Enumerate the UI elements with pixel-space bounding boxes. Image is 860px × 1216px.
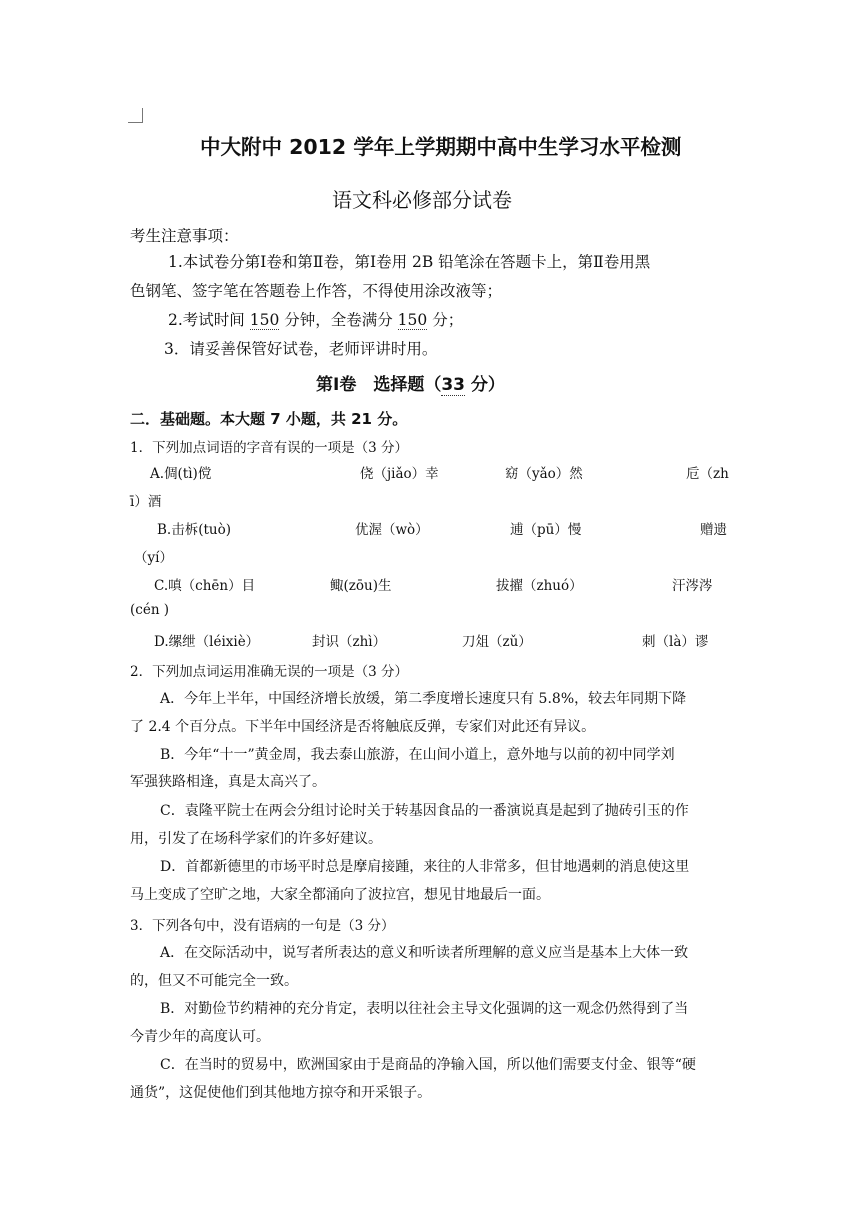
- q2-option-c-line-2: 用，引发了在场科学家们的许多好建议。: [130, 831, 382, 847]
- notice-item-2: [168, 308, 463, 330]
- q1-option-b-continued: （yí）: [134, 550, 173, 566]
- q3-option-b-line-1: B．对勤俭节约精神的充分肯定，表明以往社会主导文化强调的这一观念仍然得到了当: [160, 1001, 689, 1017]
- q3-option-b-line-2: 今青少年的高度认可。: [130, 1029, 270, 1045]
- q1-option-c-item-3: 拔擢（zhuó）: [496, 578, 583, 594]
- part-2-heading: 二．基础题。本大题 7 小题，共 21 分。: [130, 410, 408, 428]
- q2-option-d-line-2: 马上变成了空旷之地，大家全都涌向了波拉宫，想见甘地最后一面。: [130, 887, 550, 903]
- q2-option-b-line-2: 军强狭路相逢，真是太高兴了。: [130, 774, 326, 790]
- notice-item-2-middle: 分钟，全卷满分: [279, 311, 398, 329]
- q2-option-d-line-1: D．首都新德里的市场平时总是摩肩接踵，来往的人非常多，但甘地遇刺的消息使这里: [160, 859, 690, 875]
- q1-stem: 1．下列加点词语的字音有误的一项是（3 分）: [130, 440, 408, 456]
- q1-option-b-item-2: 优渥（wò）: [355, 522, 429, 538]
- section-1-score: 33: [441, 375, 465, 395]
- notice-item-1-line-2: 色钢笔、签字笔在答题卷上作答，不得使用涂改液等；: [130, 282, 503, 300]
- q2-stem: 2．下列加点词运用准确无误的一项是（3 分）: [130, 664, 408, 680]
- page-corner-mark: [128, 108, 143, 123]
- q1-option-d-item-4: 刺（là）谬: [642, 634, 709, 650]
- q3-option-a-line-1: A．在交际活动中，说写者所表达的意义和听读者所理解的意义应当是基本上大体一致: [160, 945, 689, 961]
- notice-item-1-line-1: 1.本试卷分第Ⅰ卷和第Ⅱ卷，第Ⅰ卷用 2B 铅笔涂在答题卡上，第Ⅱ卷用黑: [168, 253, 651, 271]
- section-1-prefix: 第Ⅰ卷 选择题（: [316, 375, 442, 395]
- q2-option-b-line-1: B．今年“十一”黄金周，我去泰山旅游，在山间小道上，意外地与以前的初中同学刘: [160, 747, 675, 763]
- q2-option-c-line-1: C．袁隆平院士在两会分组讨论时关于转基因食品的一番演说真是起到了抛砖引玉的作: [160, 803, 689, 819]
- exam-subtitle: 语文科必修部分试卷: [332, 188, 512, 212]
- q1-option-d-item-2: 封识（zhì）: [312, 634, 387, 650]
- q1-option-c-continued: (cén ): [130, 602, 170, 618]
- q1-option-b-item-3: 逋（pū）慢: [510, 522, 582, 538]
- q2-option-a-line-1: A．今年上半年，中国经济增长放缓，第二季度增长速度只有 5.8%，较去年同期下降: [160, 691, 687, 707]
- notice-item-2-prefix: 2.考试时间: [168, 311, 250, 329]
- q3-option-a-line-2: 的，但又不可能完全一致。: [130, 973, 298, 989]
- exam-duration-value: 150: [249, 311, 280, 329]
- q1-option-d-item-1: D.缧绁（léixiè）: [154, 634, 260, 650]
- q1-option-b-item-4: 赠遗: [700, 522, 727, 538]
- full-score-value: 150: [397, 311, 428, 329]
- q1-option-a-item-2: 侥（jiǎo）幸: [360, 466, 439, 482]
- notice-item-3: 3．请妥善保管好试卷，老师评讲时用。: [164, 340, 438, 358]
- q1-option-d-item-3: 刀俎（zǔ）: [462, 634, 532, 650]
- section-1-suffix: 分）: [465, 375, 505, 395]
- q1-option-c-item-1: C.嗔（chēn）目: [154, 578, 256, 594]
- q1-option-a-item-1: A.倜(tì)傥: [150, 466, 212, 482]
- q1-option-c-item-2: 鲰(zōu)生: [330, 578, 392, 594]
- exam-title: 中大附中 2012 学年上学期期中高中生学习水平检测: [200, 135, 682, 159]
- q3-stem: 3．下列各句中，没有语病的一句是（3 分）: [130, 918, 395, 934]
- q1-option-a-item-3: 窈（yǎo）然: [505, 466, 583, 482]
- q1-option-a-item-4: 卮（zh: [686, 466, 729, 482]
- q1-option-a-continued: ī）酒: [130, 494, 162, 510]
- notice-item-2-suffix: 分；: [427, 311, 464, 329]
- q2-option-a-line-2: 了 2.4 个百分点。下半年中国经济是否将触底反弹，专家们对此还有异议。: [130, 719, 596, 735]
- notice-heading: 考生注意事项：: [130, 227, 239, 245]
- q3-option-c-line-1: C．在当时的贸易中，欧洲国家由于是商品的净输入国，所以他们需要支付金、银等“硬: [160, 1057, 696, 1073]
- q3-option-c-line-2: 通货”，这促使他们到其他地方掠夺和开采银子。: [130, 1085, 432, 1101]
- section-1-heading: [316, 370, 505, 395]
- q1-option-c-item-4: 汗涔涔: [672, 578, 713, 594]
- q1-option-b-item-1: B.击柝(tuò): [157, 522, 231, 538]
